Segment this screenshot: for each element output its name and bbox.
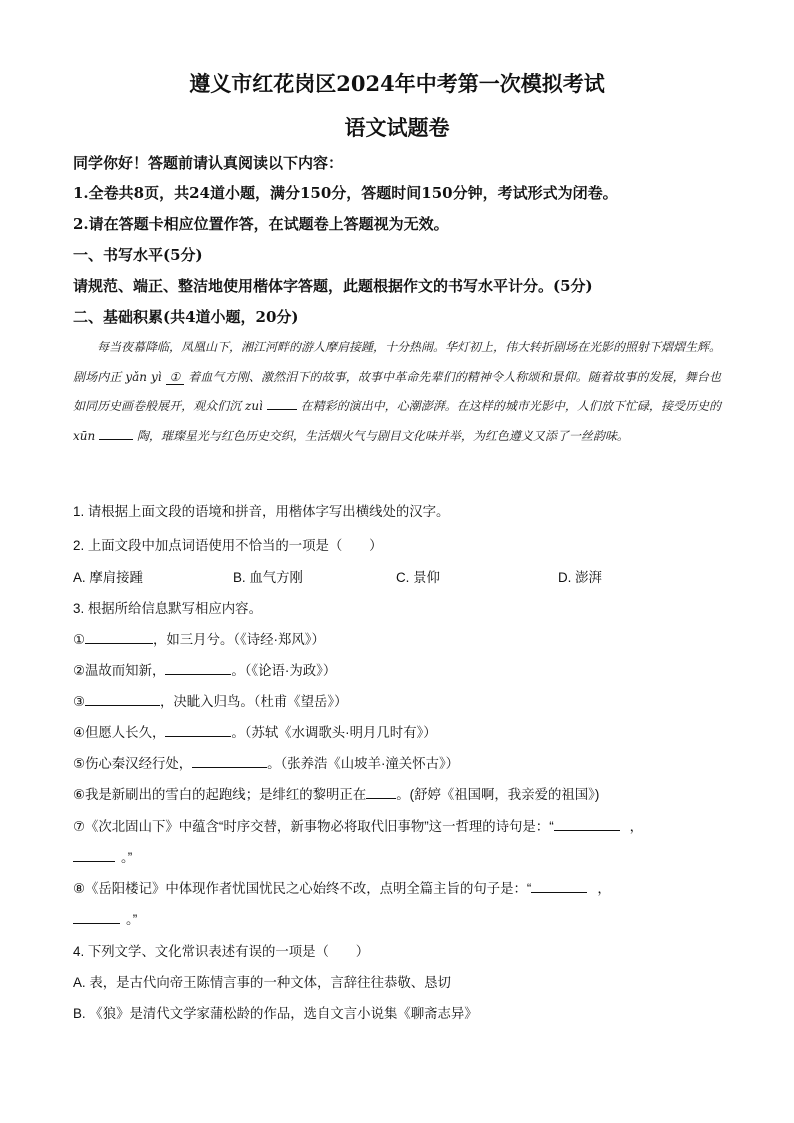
question-2-option-b: B. 血气方刚 (233, 570, 303, 585)
question-3-line-1: ① ，如三月兮。（《诗经·郑风》） (73, 629, 325, 648)
section-1-text: 请规范、端正、整洁地使用楷体字答题，此题根据作文的书写水平计分。(5分) (73, 277, 593, 295)
question-3-line-7-cont: 。” (73, 847, 132, 866)
question-3-stem: 3. 根据所给信息默写相应内容。 (73, 601, 262, 616)
question-3-line-5: ⑤伤心秦汉经行处， 。（张养浩《山坡羊·潼关怀古》） (73, 753, 459, 772)
reading-passage (73, 333, 721, 451)
question-3-line-4: ④但愿人长久， 。（苏轼《水调歌头·明月几时有》） (73, 722, 437, 741)
instruction-item-2: 2.请在答题卡相应位置作答，在试题卷上答题视为无效。 (73, 215, 449, 233)
question-3-line-8: ⑧《岳阳楼记》中体现作者忧国忧民之心始终不改，点明全篇主旨的句子是：“ ， (73, 878, 611, 897)
passage-text-2: 着血气方刚、激然泪下的故事，故事中革命先辈们的精神令人称颂和景仰。随着故事的发展，舞台也如同历史画卷般展开，观众们沉 zuì (73, 369, 721, 413)
fill-blank (165, 661, 231, 675)
question-3-line-8-cont: 。” (73, 909, 137, 928)
passage-text-1: 每当夜幕降临，凤凰山下，湘江河畔的游人摩肩接踵，十分热闹。华灯初上，伟大转折剧场在光影的照射下熠熠生辉。剧场内正 yǎn yì (73, 340, 722, 384)
exam-title: 遵义市红花岗区2024年中考第一次模拟考试 (189, 71, 605, 96)
blank-1: ① (166, 370, 185, 385)
fill-blank (73, 848, 115, 862)
question-3-line-3: ③ ，决眦入归鸟。（杜甫《望岳》） (73, 691, 347, 710)
fill-blank (554, 817, 620, 831)
question-4-option-a: A. 表，是古代向帝王陈情言事的一种文体，言辞往往恭敬、恳切 (73, 975, 451, 990)
question-3-line-6: ⑥我是新刷出的雪白的起跑线；是绯红的黎明正在 。(舒婷《祖国啊，我亲爱的祖国》) (73, 784, 599, 803)
fill-blank (85, 630, 153, 644)
question-3-line-7: ⑦《次北固山下》中蕴含“时序交替，新事物必将取代旧事物”这一哲理的诗句是：“ ， (73, 816, 643, 835)
fill-blank (531, 879, 587, 893)
question-1: 1. 请根据上面文段的语境和拼音，用楷体字写出横线处的汉字。 (73, 504, 450, 519)
blank-2 (267, 397, 297, 410)
question-2-option-c: C. 景仰 (396, 570, 440, 585)
question-4-stem: 4. 下列文学、文化常识表述有误的一项是（ ） (73, 944, 370, 959)
passage-text-4: 陶，璀璨星光与红色历史交织，生活烟火气与剧目文化味并举，为红色遵义又添了一丝韵味。 (133, 428, 629, 443)
question-4-option-b: B. 《狼》是清代文学家蒲松龄的作品，选自文言小说集《聊斋志异》 (73, 1006, 478, 1021)
question-2-stem: 2. 上面文段中加点词语使用不恰当的一项是（ ） (73, 538, 383, 553)
passage-text-3: 在精彩的演出中，心潮澎湃。在这样的城市光影中，人们放下忙碌，接受历史的 xūn (73, 399, 721, 443)
fill-blank (85, 692, 160, 706)
question-2-option-a: A. 摩肩接踵 (73, 570, 143, 585)
section-2-heading: 二、基础积累(共4道小题，20分) (73, 308, 299, 326)
instructions-greeting: 同学你好！答题前请认真阅读以下内容： (73, 154, 344, 172)
question-2-option-d: D. 澎湃 (558, 570, 602, 585)
fill-blank (165, 723, 231, 737)
instruction-item-1: 1.全卷共8页，共24道小题，满分150分，答题时间150分钟，考试形式为闭卷。 (73, 184, 618, 202)
fill-blank (192, 754, 267, 768)
exam-subtitle: 语文试题卷 (344, 115, 450, 140)
blank-3 (99, 427, 133, 440)
question-3-line-2: ②温故而知新， 。（《论语·为政》） (73, 660, 336, 679)
fill-blank (73, 910, 120, 924)
fill-blank (366, 785, 396, 799)
section-1-heading: 一、书写水平(5分) (73, 246, 203, 264)
